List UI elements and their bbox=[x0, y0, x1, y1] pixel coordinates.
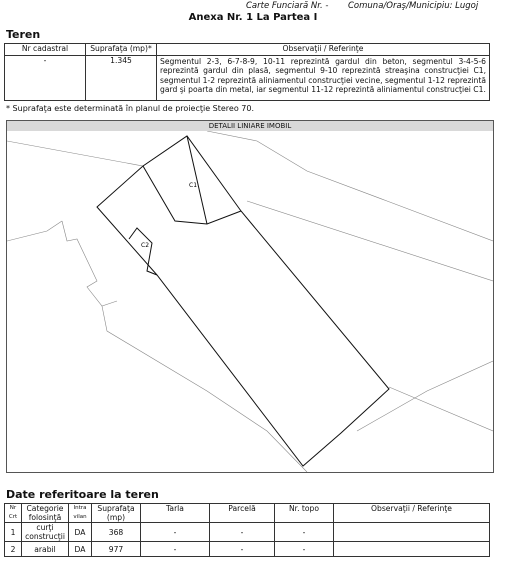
plot-drawing bbox=[7, 131, 493, 472]
suprafata-value: 1.345 bbox=[86, 56, 157, 101]
row-intravilan: DA bbox=[69, 542, 92, 557]
table-row bbox=[5, 523, 490, 542]
table-row bbox=[5, 542, 490, 557]
c1-label: C1 bbox=[189, 182, 198, 189]
col-nr-crt: Nr Crt bbox=[5, 504, 22, 523]
row-categorie: arabil bbox=[22, 542, 69, 557]
stereo-note: * Suprafaţa este determinată în planul de proiecţie Stereo 70. bbox=[6, 104, 255, 113]
col-suprafata-date: Suprafaţa (mp) bbox=[92, 504, 141, 523]
row-suprafata: 977 bbox=[92, 542, 141, 557]
nr-cadastral-value: - bbox=[5, 56, 86, 101]
col-observatii-date: Observaţii / Referinţe bbox=[334, 504, 490, 523]
row-topo: - bbox=[275, 523, 334, 542]
row-tarla: - bbox=[141, 542, 210, 557]
teren-table bbox=[4, 43, 490, 101]
top-line bbox=[0, 0, 506, 12]
col-tarla: Tarla bbox=[141, 504, 210, 523]
plot-map bbox=[6, 120, 494, 473]
col-suprafata: Suprafaţa (mp)* bbox=[86, 44, 157, 56]
row-tarla: - bbox=[141, 523, 210, 542]
row-topo: - bbox=[275, 542, 334, 557]
col-nr-cadastral: Nr cadastral bbox=[5, 44, 86, 56]
col-intravilan: Intra vilan bbox=[69, 504, 92, 523]
map-header: DETALII LINIARE IMOBIL bbox=[7, 121, 493, 131]
row-observatii bbox=[334, 542, 490, 557]
row-observatii bbox=[334, 523, 490, 542]
row-nr: 2 bbox=[5, 542, 22, 557]
teren-heading: Teren bbox=[6, 28, 41, 41]
row-categorie: curţi construcţii bbox=[22, 523, 69, 542]
col-categorie: Categorie folosinţă bbox=[22, 504, 69, 523]
observatii-value: Segmentul 2-3, 6-7-8-9, 10-11 reprezintă gardul din beton, segmentul 3-4-5-6 reprezintă gardul din plasă, segmentul 9-10 reprezintă streaşina construcţiei C1, segmentul 1-2 reprezintă aliniamentul construcţiei vecine, segmentul 1-12 reprezintă gard şi poarta din metal, iar segmentul 11-12 reprezintă aliniamentul construcţiei C1. bbox=[157, 56, 490, 101]
row-parcela: - bbox=[210, 523, 275, 542]
page-title: Anexa Nr. 1 La Partea I bbox=[188, 12, 318, 23]
neighbour-lines bbox=[7, 131, 493, 472]
carte-funciara: Carte Funciară Nr. - bbox=[246, 1, 329, 11]
row-parcela: - bbox=[210, 542, 275, 557]
col-observatii: Observaţii / Referinţe bbox=[157, 44, 490, 56]
row-nr: 1 bbox=[5, 523, 22, 542]
date-heading: Date referitoare la teren bbox=[6, 488, 159, 501]
row-intravilan: DA bbox=[69, 523, 92, 542]
c2-label: C2 bbox=[141, 242, 150, 249]
row-suprafata: 368 bbox=[92, 523, 141, 542]
col-parcela: Parcelă bbox=[210, 504, 275, 523]
date-table bbox=[4, 503, 490, 557]
comuna: Comuna/Oraş/Municipiu: Lugoj bbox=[348, 1, 479, 11]
col-nr-topo: Nr. topo bbox=[275, 504, 334, 523]
